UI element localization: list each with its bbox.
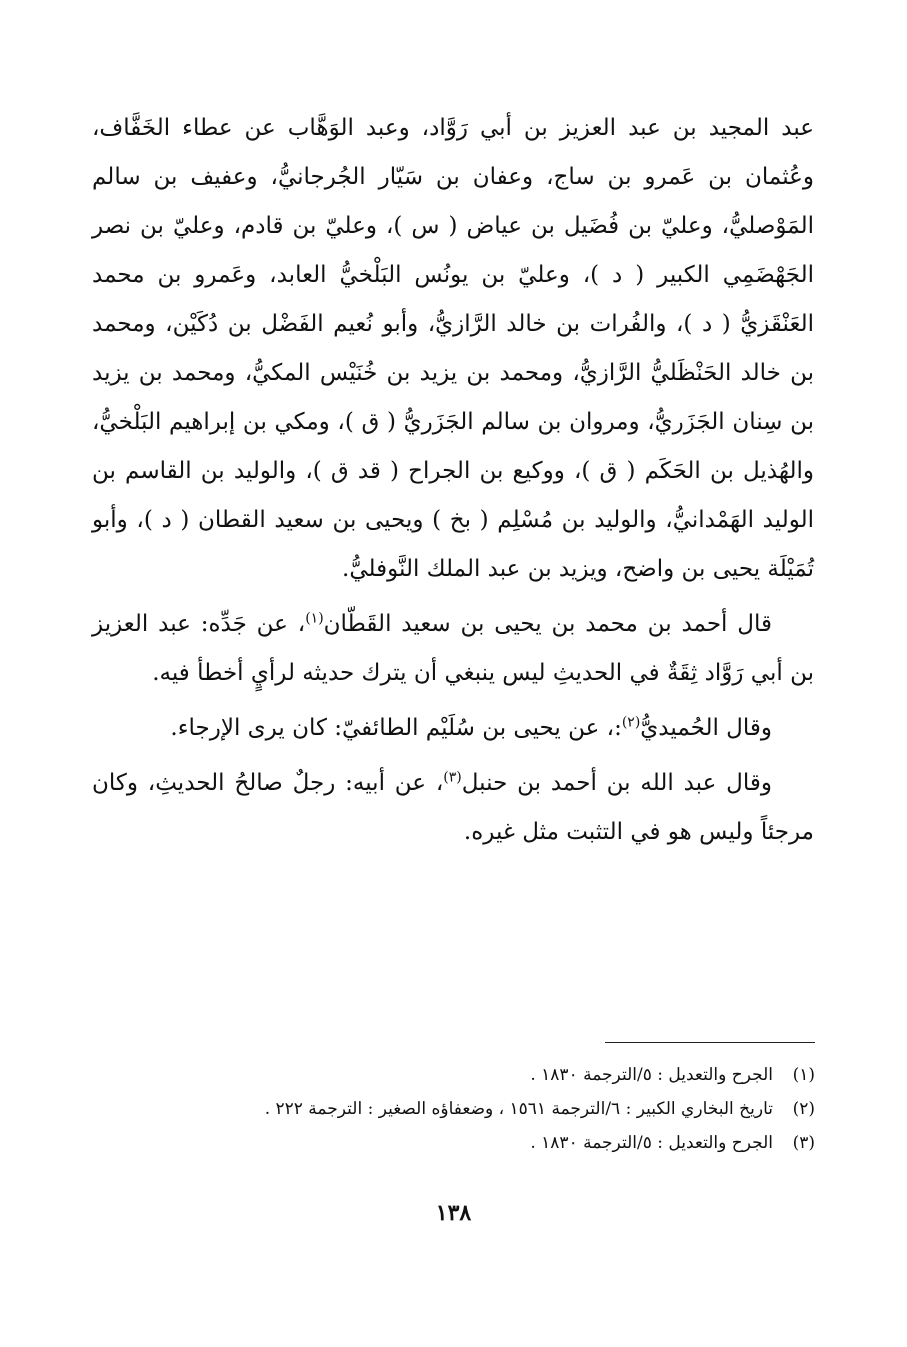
- paragraph-qattan-end: ، عن جَدِّه: عبد العزيز بن أبي رَوَّاد ثِقَةٌ في الحديثِ ليس ينبغي أن يترك حديثه لرأيٍ أخطأ فيه.: [92, 611, 814, 686]
- paragraph-qattan-start: قال أحمد بن محمد بن يحيى بن سعيد القَطّان: [323, 611, 772, 637]
- footnote-ref-1[interactable]: (١): [305, 610, 324, 627]
- paragraph-hanbal: [92, 759, 814, 857]
- footnote-2: [93, 1092, 815, 1126]
- footnote-text: الجرح والتعديل : ٥/الترجمة ١٨٣٠ .: [530, 1065, 773, 1085]
- main-text: [92, 104, 814, 857]
- paragraph-qattan: [92, 600, 814, 698]
- footnote-ref-2[interactable]: (٢): [621, 714, 641, 731]
- footnote-divider: [605, 1042, 815, 1043]
- page-number: ١٣٨: [435, 1200, 472, 1226]
- footnote-text: تاريخ البخاري الكبير : ٦/الترجمة ١٥٦١ ، وضعفاؤه الصغير : الترجمة ٢٢٢ .: [264, 1099, 773, 1119]
- paragraph-humaydi: [92, 704, 814, 753]
- paragraph-narrators: عبد المجيد بن عبد العزيز بن أبي رَوَّاد، وعبد الوَهَّاب عن عطاء الخَفَّاف، وعُثمان بن عَمرو بن ساج، وعفان بن سَيّار الجُرجانيُّ، وعفيف بن سالم المَوْصليُّ، وعليّ بن فُضَيل بن عياض ( س )، وعليّ بن قادم، وعليّ بن نصر الجَهْضَمِي الكبير ( د )، وعليّ بن يونُس البَلْخيُّ العابد، وعَمرو بن محمد العَنْقَزيُّ ( د )، والفُرات بن خالد الرَّازيُّ، وأبو نُعيم الفَضْل بن دُكَيْن، ومحمد بن خالد الحَنْظَليُّ الرَّازيُّ، ومحمد بن يزيد بن خُنَيْس المكيُّ، ومحمد بن يزيد بن سِنان الجَزَريُّ، ومروان بن سالم الجَزَريُّ ( ق )، ومكي بن إبراهيم البَلْخيُّ، والهُذيل بن الحَكَم ( ق )، ووكيع بن الجراح ( قد ق )، والوليد بن القاسم بن الوليد الهَمْدانيُّ، والوليد بن مُسْلِم ( بخ ) ويحيى بن سعيد القطان ( د )، وأبو تُمَيْلَة يحيى بن واضح، ويزيد بن عبد الملك النَّوفليُّ.: [92, 115, 814, 582]
- footnote-ref-3[interactable]: (٣): [443, 769, 462, 786]
- footnote-number: (١): [792, 1065, 815, 1085]
- paragraph-humaydi-end: :، عن يحيى بن سُلَيْم الطائفيّ: كان يرى الإرجاء.: [170, 715, 622, 741]
- footnote-number: (٣): [792, 1133, 815, 1153]
- footnote-number: (٢): [792, 1099, 815, 1119]
- footnote-text: الجرح والتعديل : ٥/الترجمة ١٨٣٠ .: [530, 1133, 773, 1153]
- paragraph-hanbal-end: ، عن أبيه: رجلٌ صالحُ الحديثِ، وكان مرجئاً وليس هو في التثبت مثل غيره.: [92, 770, 814, 845]
- footnote-1: [93, 1058, 815, 1092]
- footnote-3: [93, 1126, 815, 1160]
- page-body: [92, 104, 814, 857]
- paragraph-hanbal-start: وقال عبد الله بن أحمد بن حنبل: [461, 770, 772, 796]
- paragraph-humaydi-start: وقال الحُميديُّ: [640, 715, 772, 741]
- footnotes: [93, 1058, 815, 1160]
